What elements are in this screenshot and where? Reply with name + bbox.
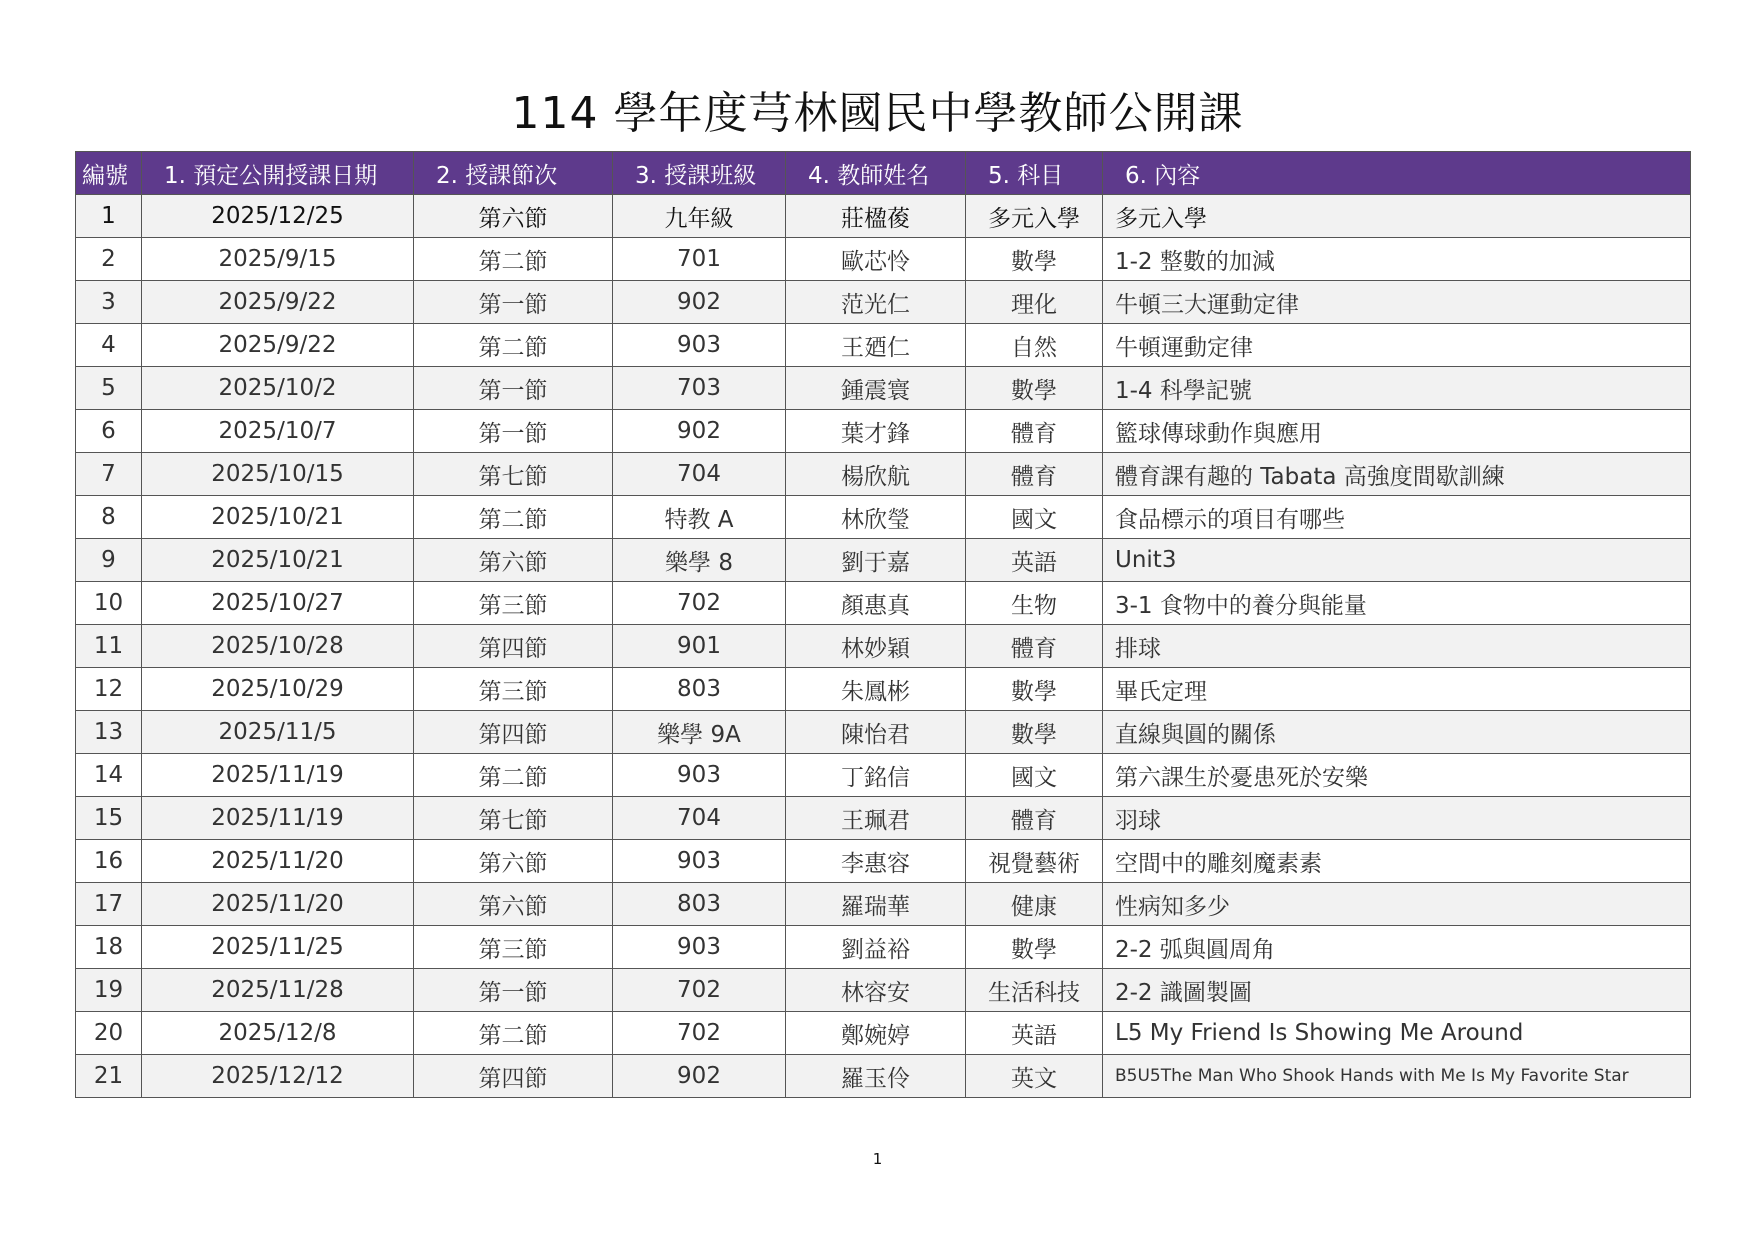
cell-date: 2025/9/15 bbox=[142, 238, 414, 281]
cell-date: 2025/10/21 bbox=[142, 496, 414, 539]
header-teacher: 4. 教師姓名 bbox=[786, 152, 966, 195]
header-period: 2. 授課節次 bbox=[414, 152, 613, 195]
cell-period: 第一節 bbox=[414, 969, 613, 1012]
page-number: 1 bbox=[872, 1150, 883, 1168]
cell-class: 701 bbox=[613, 238, 786, 281]
cell-teacher: 林妙穎 bbox=[786, 625, 966, 668]
cell-number: 12 bbox=[76, 668, 142, 711]
cell-content: L5 My Friend Is Showing Me Around bbox=[1103, 1012, 1691, 1055]
cell-subject: 數學 bbox=[966, 668, 1103, 711]
cell-date: 2025/9/22 bbox=[142, 281, 414, 324]
cell-content: 空間中的雕刻魔素素 bbox=[1103, 840, 1691, 883]
cell-period: 第二節 bbox=[414, 496, 613, 539]
table-row bbox=[76, 539, 1691, 582]
cell-teacher: 劉益裕 bbox=[786, 926, 966, 969]
table-row bbox=[76, 496, 1691, 539]
header-date: 1. 預定公開授課日期 bbox=[142, 152, 414, 195]
cell-period: 第七節 bbox=[414, 797, 613, 840]
cell-content: 2-2 識圖製圖 bbox=[1103, 969, 1691, 1012]
cell-subject: 體育 bbox=[966, 453, 1103, 496]
cell-subject: 自然 bbox=[966, 324, 1103, 367]
cell-date: 2025/11/25 bbox=[142, 926, 414, 969]
page-title: 114 學年度芎林國民中學教師公開課 bbox=[511, 88, 1244, 139]
header-number: 編號 bbox=[76, 152, 142, 195]
cell-period: 第三節 bbox=[414, 926, 613, 969]
cell-date: 2025/12/12 bbox=[142, 1055, 414, 1098]
cell-number: 8 bbox=[76, 496, 142, 539]
cell-class: 704 bbox=[613, 453, 786, 496]
cell-class: 902 bbox=[613, 281, 786, 324]
cell-teacher: 朱鳳彬 bbox=[786, 668, 966, 711]
cell-date: 2025/10/7 bbox=[142, 410, 414, 453]
cell-content: 多元入學 bbox=[1103, 195, 1691, 238]
table-header-row bbox=[76, 152, 1691, 195]
cell-date: 2025/11/28 bbox=[142, 969, 414, 1012]
cell-number: 10 bbox=[76, 582, 142, 625]
cell-date: 2025/10/28 bbox=[142, 625, 414, 668]
cell-period: 第四節 bbox=[414, 711, 613, 754]
cell-teacher: 歐芯怜 bbox=[786, 238, 966, 281]
cell-subject: 英文 bbox=[966, 1055, 1103, 1098]
cell-number: 15 bbox=[76, 797, 142, 840]
cell-class: 903 bbox=[613, 754, 786, 797]
cell-teacher: 葉才鋒 bbox=[786, 410, 966, 453]
cell-content: 羽球 bbox=[1103, 797, 1691, 840]
cell-number: 20 bbox=[76, 1012, 142, 1055]
cell-period: 第二節 bbox=[414, 1012, 613, 1055]
schedule-table bbox=[75, 151, 1691, 1098]
cell-class: 903 bbox=[613, 324, 786, 367]
cell-number: 5 bbox=[76, 367, 142, 410]
cell-content: B5U5The Man Who Shook Hands with Me Is My Favorite Star bbox=[1103, 1055, 1691, 1098]
cell-date: 2025/12/25 bbox=[142, 195, 414, 238]
cell-content: 排球 bbox=[1103, 625, 1691, 668]
table-row bbox=[76, 367, 1691, 410]
table-row bbox=[76, 668, 1691, 711]
cell-content: 畢氏定理 bbox=[1103, 668, 1691, 711]
cell-period: 第一節 bbox=[414, 410, 613, 453]
cell-teacher: 林欣瑩 bbox=[786, 496, 966, 539]
cell-class: 903 bbox=[613, 926, 786, 969]
cell-period: 第二節 bbox=[414, 238, 613, 281]
cell-period: 第三節 bbox=[414, 668, 613, 711]
table-row bbox=[76, 238, 1691, 281]
cell-content: 1-4 科學記號 bbox=[1103, 367, 1691, 410]
cell-content: Unit3 bbox=[1103, 539, 1691, 582]
cell-subject: 數學 bbox=[966, 367, 1103, 410]
cell-date: 2025/11/19 bbox=[142, 754, 414, 797]
cell-date: 2025/10/27 bbox=[142, 582, 414, 625]
cell-teacher: 楊欣航 bbox=[786, 453, 966, 496]
table-row bbox=[76, 711, 1691, 754]
cell-content: 牛頓運動定律 bbox=[1103, 324, 1691, 367]
cell-teacher: 王珮君 bbox=[786, 797, 966, 840]
cell-number: 19 bbox=[76, 969, 142, 1012]
table-body bbox=[76, 195, 1691, 1098]
cell-content: 3-1 食物中的養分與能量 bbox=[1103, 582, 1691, 625]
cell-content: 1-2 整數的加減 bbox=[1103, 238, 1691, 281]
table-row bbox=[76, 1055, 1691, 1098]
header-content: 6. 內容 bbox=[1103, 152, 1691, 195]
cell-period: 第六節 bbox=[414, 883, 613, 926]
cell-subject: 生活科技 bbox=[966, 969, 1103, 1012]
table-row bbox=[76, 840, 1691, 883]
cell-class: 902 bbox=[613, 1055, 786, 1098]
cell-number: 18 bbox=[76, 926, 142, 969]
cell-class: 樂學 9A bbox=[613, 711, 786, 754]
cell-class: 九年級 bbox=[613, 195, 786, 238]
cell-teacher: 鄭婉婷 bbox=[786, 1012, 966, 1055]
cell-number: 11 bbox=[76, 625, 142, 668]
cell-period: 第七節 bbox=[414, 453, 613, 496]
table-row bbox=[76, 410, 1691, 453]
cell-number: 2 bbox=[76, 238, 142, 281]
cell-number: 16 bbox=[76, 840, 142, 883]
cell-class: 702 bbox=[613, 1012, 786, 1055]
cell-teacher: 王廼仁 bbox=[786, 324, 966, 367]
cell-class: 902 bbox=[613, 410, 786, 453]
cell-class: 特教 A bbox=[613, 496, 786, 539]
cell-date: 2025/10/15 bbox=[142, 453, 414, 496]
header-class: 3. 授課班級 bbox=[613, 152, 786, 195]
cell-subject: 數學 bbox=[966, 711, 1103, 754]
cell-date: 2025/11/20 bbox=[142, 840, 414, 883]
table-row bbox=[76, 797, 1691, 840]
cell-class: 702 bbox=[613, 969, 786, 1012]
table-row bbox=[76, 754, 1691, 797]
cell-number: 14 bbox=[76, 754, 142, 797]
cell-date: 2025/12/8 bbox=[142, 1012, 414, 1055]
cell-number: 9 bbox=[76, 539, 142, 582]
table-row bbox=[76, 324, 1691, 367]
cell-subject: 國文 bbox=[966, 754, 1103, 797]
cell-date: 2025/10/21 bbox=[142, 539, 414, 582]
cell-teacher: 劉于嘉 bbox=[786, 539, 966, 582]
cell-content: 食品標示的項目有哪些 bbox=[1103, 496, 1691, 539]
cell-teacher: 林容安 bbox=[786, 969, 966, 1012]
cell-date: 2025/9/22 bbox=[142, 324, 414, 367]
cell-period: 第三節 bbox=[414, 582, 613, 625]
cell-number: 1 bbox=[76, 195, 142, 238]
cell-teacher: 范光仁 bbox=[786, 281, 966, 324]
cell-period: 第四節 bbox=[414, 1055, 613, 1098]
cell-content: 籃球傳球動作與應用 bbox=[1103, 410, 1691, 453]
cell-subject: 多元入學 bbox=[966, 195, 1103, 238]
cell-class: 901 bbox=[613, 625, 786, 668]
cell-class: 樂學 8 bbox=[613, 539, 786, 582]
cell-class: 703 bbox=[613, 367, 786, 410]
table-row bbox=[76, 582, 1691, 625]
cell-content: 牛頓三大運動定律 bbox=[1103, 281, 1691, 324]
cell-content: 2-2 弧與圓周角 bbox=[1103, 926, 1691, 969]
cell-number: 17 bbox=[76, 883, 142, 926]
cell-date: 2025/10/29 bbox=[142, 668, 414, 711]
cell-number: 7 bbox=[76, 453, 142, 496]
cell-subject: 理化 bbox=[966, 281, 1103, 324]
table-row bbox=[76, 453, 1691, 496]
cell-subject: 數學 bbox=[966, 926, 1103, 969]
table-row bbox=[76, 1012, 1691, 1055]
cell-number: 3 bbox=[76, 281, 142, 324]
table-row bbox=[76, 281, 1691, 324]
table-row bbox=[76, 969, 1691, 1012]
cell-teacher: 丁銘信 bbox=[786, 754, 966, 797]
cell-teacher: 鍾震寰 bbox=[786, 367, 966, 410]
cell-period: 第一節 bbox=[414, 281, 613, 324]
cell-class: 702 bbox=[613, 582, 786, 625]
cell-subject: 生物 bbox=[966, 582, 1103, 625]
cell-content: 性病知多少 bbox=[1103, 883, 1691, 926]
table-row bbox=[76, 625, 1691, 668]
table-row bbox=[76, 195, 1691, 238]
cell-date: 2025/11/20 bbox=[142, 883, 414, 926]
cell-number: 4 bbox=[76, 324, 142, 367]
cell-content: 第六課生於憂患死於安樂 bbox=[1103, 754, 1691, 797]
cell-period: 第二節 bbox=[414, 324, 613, 367]
cell-class: 803 bbox=[613, 668, 786, 711]
cell-teacher: 莊楹葰 bbox=[786, 195, 966, 238]
cell-number: 6 bbox=[76, 410, 142, 453]
cell-subject: 體育 bbox=[966, 797, 1103, 840]
cell-subject: 數學 bbox=[966, 238, 1103, 281]
cell-date: 2025/11/5 bbox=[142, 711, 414, 754]
cell-subject: 英語 bbox=[966, 539, 1103, 582]
cell-teacher: 陳怡君 bbox=[786, 711, 966, 754]
cell-subject: 體育 bbox=[966, 625, 1103, 668]
cell-teacher: 羅瑞華 bbox=[786, 883, 966, 926]
cell-teacher: 羅玉伶 bbox=[786, 1055, 966, 1098]
table-row bbox=[76, 883, 1691, 926]
cell-class: 903 bbox=[613, 840, 786, 883]
cell-class: 704 bbox=[613, 797, 786, 840]
cell-period: 第四節 bbox=[414, 625, 613, 668]
header-subject: 5. 科目 bbox=[966, 152, 1103, 195]
cell-content: 體育課有趣的 Tabata 高強度間歇訓練 bbox=[1103, 453, 1691, 496]
cell-number: 21 bbox=[76, 1055, 142, 1098]
cell-subject: 國文 bbox=[966, 496, 1103, 539]
cell-date: 2025/10/2 bbox=[142, 367, 414, 410]
cell-number: 13 bbox=[76, 711, 142, 754]
cell-date: 2025/11/19 bbox=[142, 797, 414, 840]
cell-class: 803 bbox=[613, 883, 786, 926]
cell-period: 第六節 bbox=[414, 840, 613, 883]
cell-teacher: 李惠容 bbox=[786, 840, 966, 883]
cell-period: 第一節 bbox=[414, 367, 613, 410]
cell-period: 第六節 bbox=[414, 195, 613, 238]
table-row bbox=[76, 926, 1691, 969]
cell-period: 第二節 bbox=[414, 754, 613, 797]
cell-subject: 視覺藝術 bbox=[966, 840, 1103, 883]
cell-content: 直線與圓的關係 bbox=[1103, 711, 1691, 754]
cell-teacher: 顏惠真 bbox=[786, 582, 966, 625]
cell-subject: 健康 bbox=[966, 883, 1103, 926]
cell-subject: 英語 bbox=[966, 1012, 1103, 1055]
cell-subject: 體育 bbox=[966, 410, 1103, 453]
cell-period: 第六節 bbox=[414, 539, 613, 582]
